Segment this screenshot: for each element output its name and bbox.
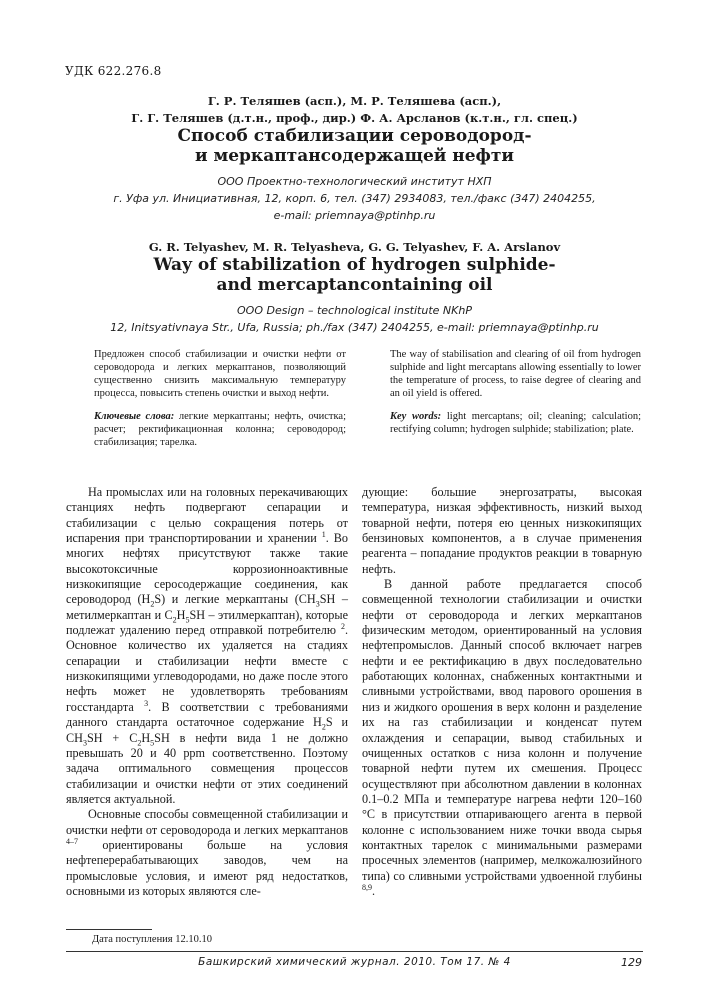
en-authors: G. R. Telyashev, M. R. Telyasheva, G. G. Telyashev, F. A. Arslanov	[148, 240, 561, 254]
subscript: 3	[82, 737, 87, 747]
subscript: 3	[315, 599, 320, 609]
text-run: На промыслах или на головных перекачивающих станциях нефть подвергают сепарации и стабилизации с целью сокращения потерь от испарения при транспортировании и хранении	[66, 485, 348, 546]
subscript: 5	[150, 737, 155, 747]
ru-title-line1: Способ стабилизации сероводород-	[177, 126, 532, 146]
en-title-line2: and mercaptancontaining oil	[216, 275, 493, 295]
ru-authors	[0, 93, 709, 127]
ru-aff-line1: ООО Проектно-технологический институт НХП	[217, 175, 492, 188]
ru-authors-line2: Г. Г. Теляшев (д.т.н., проф., дир.) Ф. А. Арсланов (к.т.н., гл. спец.)	[131, 111, 578, 125]
text-run: SH – метилмеркаптан и C	[66, 592, 348, 622]
reference-2: 2	[340, 622, 345, 632]
text-run: ориентированы больше на условия нефтеперерабатывающих заводов, чем на промысловые условия, и имеют ряд недостатков, основными из которых являются сле-	[66, 837, 349, 898]
en-title	[0, 255, 709, 295]
text-run: . Во многих нефтях присутствуют также такие высокотоксичные коррозионноактивные низкокипящие серосодержащие соединения, как сероводород (H	[66, 531, 348, 607]
journal-citation: Башкирский химический журнал. 2010. Том 17. № 4	[198, 956, 511, 968]
subscript: 5	[185, 615, 190, 625]
keywords-en	[390, 410, 641, 436]
text-run: В данной работе предлагается способ совмещенной технологии стабилизации и очистки нефти от сероводорода и легких меркаптанов физическим методом, ориентированный на условия нефтепромыслов. Данный способ включает нагрев нефти и ее ректификацию в двух последовательно работающих колоннах, снабженных контактными и сливными устройствами, ввод парового орошения в низ и жидкого орошения в верх колонн и разделение их на газ стабилизации и конденсат путем охлаждения и сепарации, вывод стабильных и очищенных остатков с низа колонн и получение товарной нефти путем их смешения. Процесс осуществляют при абсолютном давлении в колоннах 0.1–0.2 МПа и температуре нагрева нефти 120–160 °С в присутствии отпаривающего агента в первой колонне с использованием ниже точки ввода сырья контактных тарелок с минимальными размерами просечных элементов (например, мелкожалюзийного типа) со сливными устройствами удвоенной глубины	[362, 577, 642, 883]
keywords-ru-label: Ключевые слова:	[94, 411, 175, 422]
body-left-column	[66, 485, 348, 899]
keywords-ru	[94, 410, 346, 449]
text-run: SH в нефти вида 1 не должно превышать 20 и 40 ppm соответственно. Поэтому задача оптимального совмещения процессов стабилизации и очистки нефти от этих соединений является актуальной.	[66, 730, 348, 806]
text-run: S и CH	[66, 715, 348, 745]
body-right-paragraph-2	[362, 577, 642, 899]
ru-aff-line3: e-mail: priemnaya@ptinhp.ru	[273, 209, 436, 222]
abstract-ru-text: Предложен способ стабилизации и очистки нефти от сероводорода и легких меркаптанов, позволяющий существенно снизить максимальную температуру процесса, повысить степень очистки и выход нефти.	[94, 349, 346, 399]
text-run: H	[176, 607, 186, 622]
text-run: .	[372, 883, 376, 898]
footnote-divider	[66, 929, 152, 930]
text-run: SH + C	[86, 730, 138, 745]
abstract-en	[390, 348, 641, 436]
keywords-en-label: Key words:	[390, 411, 442, 422]
text-run: S) и легкие меркаптаны (CH	[154, 592, 316, 607]
subscript: 2	[150, 599, 155, 609]
en-aff-line1: OOO Design – technological institute NKhP	[237, 304, 472, 317]
udk-code: УДК 622.276.8	[65, 64, 162, 78]
en-title-line1: Way of stabilization of hydrogen sulphide-	[153, 255, 556, 275]
reference-8-9: 8,9	[362, 882, 372, 892]
en-affiliation	[0, 302, 709, 336]
ru-title	[0, 126, 709, 166]
footer-rule	[66, 951, 643, 952]
subscript: 2	[172, 615, 177, 625]
text-run: Основные способы совмещенной стабилизации и очистки нефти от сероводорода и легких меркаптанов	[66, 807, 348, 837]
body-right-column	[362, 485, 642, 899]
reference-4-7: 4–7	[66, 836, 78, 846]
subscript: 2	[137, 737, 142, 747]
ru-authors-line1: Г. Р. Теляшев (асп.), М. Р. Теляшева (асп.),	[207, 94, 502, 108]
page-number: 129	[621, 956, 642, 969]
text-run: . В соответствии с требованиями данного стандарта остаточное содержание H	[66, 699, 348, 730]
received-date: Дата поступления 12.10.10	[92, 934, 213, 945]
reference-1: 1	[321, 529, 326, 539]
abstract-en-text: The way of stabilisation and clearing of oil from hydrogen sulphide and light mercaptans allowing essentially to lower the temperature of process, to raise degree of clearing and an oil yield is offered.	[390, 349, 641, 399]
ru-title-line2: и меркаптансодержащей нефти	[194, 146, 515, 166]
text-run: H	[141, 730, 151, 745]
text-run: SH – этилмеркаптан), которые подлежат удалению перед отправкой потребителю	[66, 607, 348, 638]
reference-3: 3	[144, 698, 149, 708]
body-left-paragraph-2	[66, 807, 348, 899]
body-right-paragraph-1: дующие: большие энергозатраты, высокая температура, низкая эффективность, низкий выход товарной нефти, потеря ею ценных низкокипящих бензиновых компонентов, а в случае применения реагента – попадание продуктов реакции в товарную нефть.	[362, 485, 642, 576]
abstract-ru	[94, 348, 346, 449]
en-aff-line2: 12, Initsyativnaya Str., Ufa, Russia; ph./fax (347) 2404255, e-mail: priemnaya@ptinhp.ru	[110, 321, 599, 334]
ru-affiliation	[0, 173, 709, 224]
text-run: . Основное количество их удаляется на стадиях сепарации и стабилизации нефти вместе с низкокипящими углеводородами, но даже после этого нефть может не удовлетворять требованиям госстандарта	[66, 623, 348, 714]
body-left-paragraph-1	[66, 485, 348, 807]
subscript: 2	[321, 722, 326, 732]
keywords-ru-text: легкие меркаптаны; нефть, очистка; расчет; ректификационная колонна; сероводород; стабилизация; тарелка.	[94, 411, 346, 448]
keywords-en-text: light mercaptans; oil; cleaning; calculation; rectifying column; hydrogen sulphide; stabilization; plate.	[390, 411, 641, 435]
ru-aff-line2: г. Уфа ул. Инициативная, 12, корп. 6, тел. (347) 2934083, тел./факс (347) 2404255,	[113, 192, 596, 205]
